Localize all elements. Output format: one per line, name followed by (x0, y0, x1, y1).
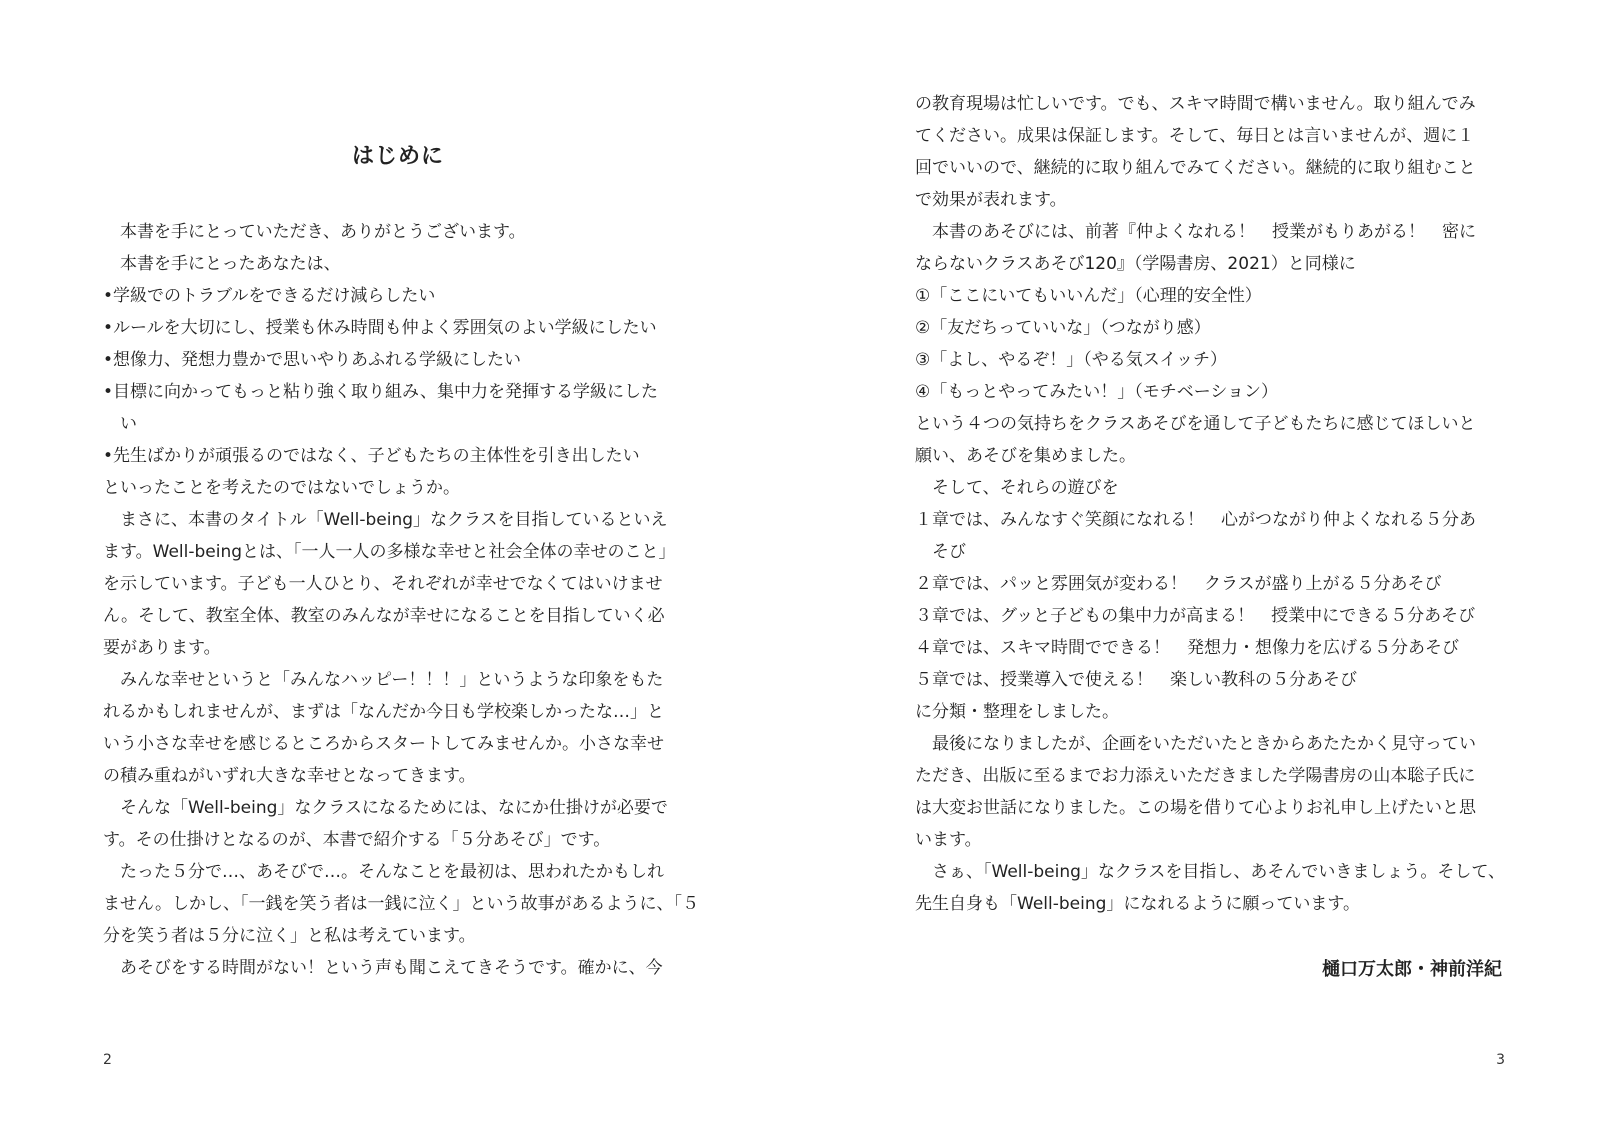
text-line: 要があります。 (103, 638, 221, 658)
text-line: 先生自身も「Well-being」になれるように願っています。 (915, 894, 1361, 914)
text-line: •想像力、発想力豊かで思いやりあふれる学級にしたい (103, 350, 522, 370)
text-line: ません。しかし、「一銭を笑う者は一銭に泣く」という故事があるように、「５ (103, 894, 700, 914)
text-line: •先生ばかりが頑張るのではなく、子どもたちの主体性を引き出したい (103, 446, 640, 466)
text-line: います。 (915, 830, 982, 850)
right-page (915, 0, 1505, 1130)
text-line: ５章では、授業導入で使える！ 楽しい教科の５分あそび (915, 670, 1357, 690)
right-body-text (915, 88, 1505, 920)
author-signature: 樋口万太郎・神前洋紀 (1322, 959, 1502, 980)
text-line: ②「友だちっていいな」（つながり感） (915, 318, 1211, 338)
text-line: あそびをする時間がない！という声も聞こえてきそうです。確かに、今 (103, 958, 663, 978)
text-line: ③「よし、やるぞ！」（やる気スイッチ） (915, 350, 1228, 370)
text-line: •ルールを大切にし、授業も休み時間も仲よく雰囲気のよい学級にしたい (103, 318, 657, 338)
text-line: という４つの気持ちをクラスあそびを通して子どもたちに感じてほしいと (915, 414, 1476, 434)
text-line: みんな幸せというと「みんなハッピー！！！」というような印象をもた (103, 670, 664, 690)
text-line: い (103, 414, 137, 434)
text-line: ２章では、パッと雰囲気が変わる！ クラスが盛り上がる５分あそび (915, 574, 1442, 594)
text-line: １章では、みんなすぐ笑顔になれる！ 心がつながり仲よくなれる５分あ (915, 510, 1476, 530)
text-line: の教育現場は忙しいです。でも、スキマ時間で構いません。取り組んでみ (915, 94, 1476, 114)
text-line: 願い、あそびを集めました。 (915, 446, 1136, 466)
text-line: ①「ここにいてもいいんだ」（心理的安全性） (915, 286, 1262, 306)
text-line: そんな「Well-being」なクラスになるためには、なにか仕掛けが必要で (103, 798, 668, 818)
text-line: いう小さな幸せを感じるところからスタートしてみませんか。小さな幸せ (103, 734, 664, 754)
text-line: ます。Well-beingとは、「一人一人の多様な幸せと社会全体の幸せのこと」 (103, 542, 676, 562)
text-line: といったことを考えたのではないでしょうか。 (103, 478, 460, 498)
text-line: ３章では、グッと子どもの集中力が高まる！ 授業中にできる５分あそび (915, 606, 1476, 626)
text-line: ならないクラスあそび120』（学陽書房、2021）と同様に (915, 254, 1356, 274)
text-line: 本書を手にとったあなたは、 (103, 254, 341, 274)
text-line: そして、それらの遊びを (915, 478, 1119, 498)
text-line: たった５分で…、あそびで…。そんなことを最初は、思われたかもしれ (103, 862, 664, 882)
text-line: に分類・整理をしました。 (915, 702, 1119, 722)
text-line: の積み重ねがいずれ大きな幸せとなってきます。 (103, 766, 476, 786)
text-line: •学級でのトラブルをできるだけ減らしたい (103, 286, 436, 306)
text-line: ④「もっとやってみたい！」（モチベーション） (915, 382, 1279, 402)
text-line: 分を笑う者は５分に泣く」と私は考えています。 (103, 926, 476, 946)
text-line: で効果が表れます。 (915, 190, 1067, 210)
text-line: 本書のあそびには、前著『仲よくなれる！ 授業がもりあがる！ 密に (915, 222, 1476, 242)
text-line: れるかもしれませんが、まずは「なんだか今日も学校楽しかったな…」と (103, 702, 664, 722)
text-line: まさに、本書のタイトル「Well-being」なクラスを目指しているといえ (103, 510, 668, 530)
text-line: てください。成果は保証します。そして、毎日とは言いませんが、週に１ (915, 126, 1475, 146)
text-line: そび (915, 542, 966, 562)
page-title: はじめに (351, 144, 444, 169)
page-number-right: 3 (1496, 1052, 1505, 1068)
text-line: す。その仕掛けとなるのが、本書で紹介する「５分あそび」です。 (103, 830, 611, 850)
text-line: さぁ、「Well-being」なクラスを目指し、あそんでいきましょう。そして、 (915, 862, 1506, 882)
text-line: 本書を手にとっていただき、ありがとうございます。 (103, 222, 526, 242)
text-line: 回でいいので、継続的に取り組んでみてください。継続的に取り組むこと (915, 158, 1476, 178)
text-line: 最後になりましたが、企画をいただいたときからあたたかく見守ってい (915, 734, 1476, 754)
text-line: を示しています。子ども一人ひとり、それぞれが幸せでなくてはいけませ (103, 574, 663, 594)
text-line: は大変お世話になりました。この場を借りて心よりお礼申し上げたいと思 (915, 798, 1476, 818)
page-number-left: 2 (103, 1052, 112, 1068)
left-page (103, 0, 700, 1130)
text-line: ４章では、スキマ時間でできる！ 発想力・想像力を広げる５分あそび (915, 638, 1459, 658)
text-line: ただき、出版に至るまでお力添えいただきました学陽書房の山本聡子氏に (915, 766, 1476, 786)
text-line: ん。そして、教室全体、教室のみんなが幸せになることを目指していく必 (103, 606, 665, 626)
text-line: •目標に向かってもっと粘り強く取り組み、集中力を発揮する学級にした (103, 382, 659, 402)
left-body-text (103, 216, 700, 984)
